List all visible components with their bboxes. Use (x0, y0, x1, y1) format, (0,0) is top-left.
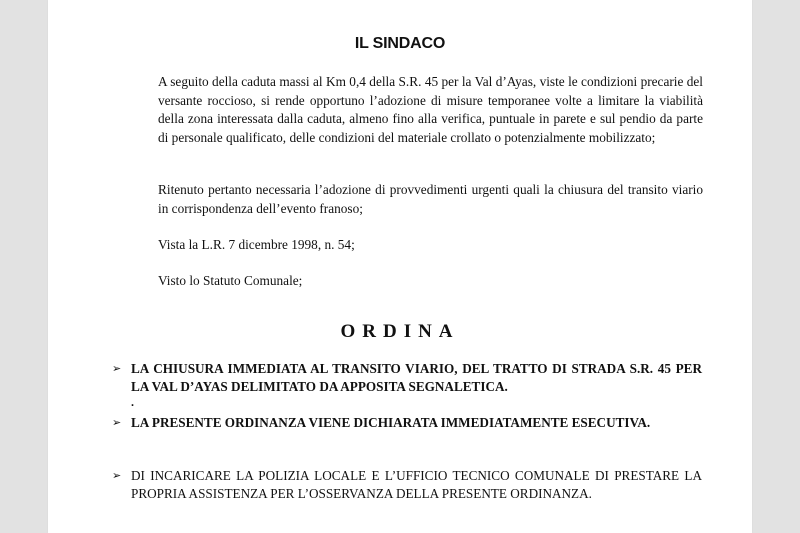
order-item (112, 414, 712, 432)
paragraph-premise: A seguito della caduta massi al Km 0,4 della S.R. 45 per la Val d’Ayas, viste le condizioni precarie del versante roccioso, si rende opportuno l’adozione di misure temporanee volte a limitare la viabilità della zona interessata dalla caduta, almeno fino alla verifica, puntuale in parete e sul pendio da parte di personale qualificato, delle condizioni del materiale crollato o potenzialmente mobilizzato; (158, 74, 703, 145)
order-item (112, 360, 712, 396)
arrow-bullet-icon: ➢ (112, 469, 122, 482)
document-page (48, 0, 752, 533)
arrow-bullet-icon: ➢ (112, 416, 122, 429)
document-title: IL SINDACO (354, 35, 446, 52)
paragraph-visto-statuto: Visto lo Statuto Comunale; (158, 273, 303, 288)
order-text: LA PRESENTE ORDINANZA VIENE DICHIARATA IMMEDIATAMENTE ESECUTIVA. (131, 415, 651, 430)
paragraph-vista-lr: Vista la L.R. 7 dicembre 1998, n. 54; (158, 237, 355, 252)
order-item (112, 467, 712, 503)
ordina-heading: ORDINA (340, 321, 460, 342)
order-text: DI INCARICARE LA POLIZIA LOCALE E L’UFFICIO TECNICO COMUNALE DI PRESTARE LA PROPRIA ASSISTENZA PER L’OSSERVANZA DELLA PRESENTE ORDINANZA. (131, 468, 702, 501)
paragraph-ritenuto: Ritenuto pertanto necessaria l’adozione di provvedimenti urgenti quali la chiusura del transito viario in corrispondenza dell’evento franoso; (158, 182, 703, 216)
stray-dot: . (131, 395, 134, 409)
order-text: LA CHIUSURA IMMEDIATA AL TRANSITO VIARIO, DEL TRATTO DI STRADA S.R. 45 PER LA VAL D’AYAS DELIMITATO DA APPOSITA SEGNALETICA. (131, 361, 702, 394)
arrow-bullet-icon: ➢ (112, 362, 122, 375)
